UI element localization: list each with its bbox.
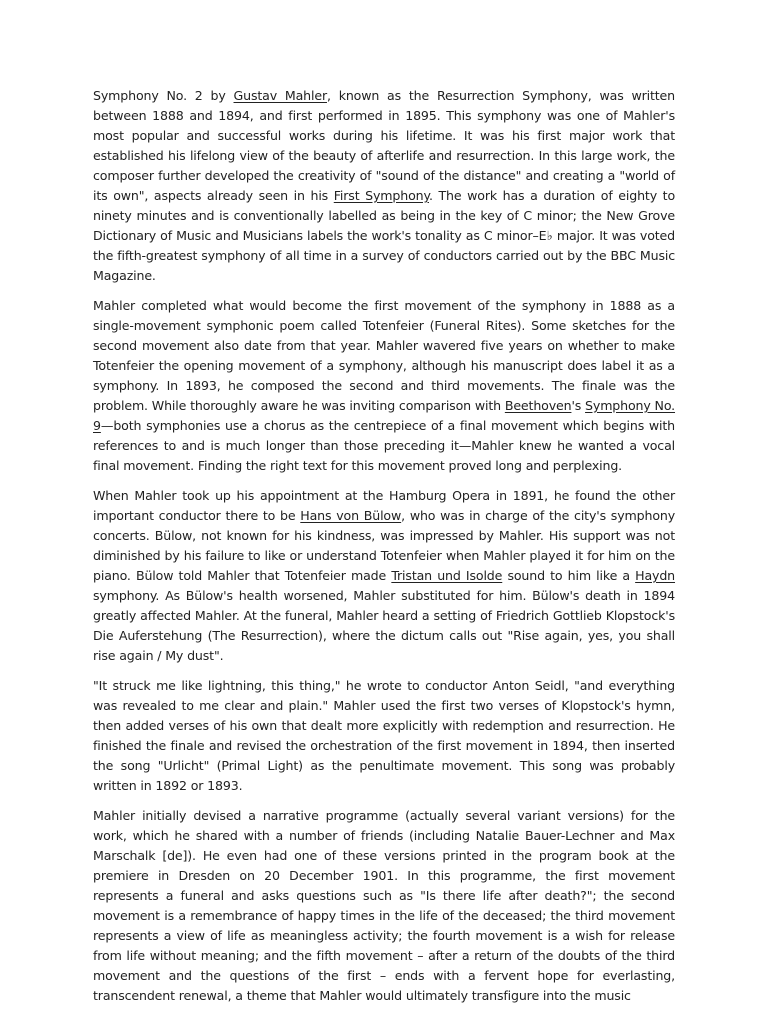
text: . The work has a duration of eighty to ninety minutes and is conventionally labelled as being in the key of C minor; the New Grove Dictionary of Music and Musicians labels the work's tonality as C minor–E♭ major. It was voted the fifth-greatest symphony of all time in a survey of conductors carried out by the BBC Music Magazine. xyxy=(93,188,675,283)
paragraph-lightning: "It struck me like lightning, this thing," he wrote to conductor Anton Seidl, "and everything was revealed to me clear and plain." Mahler used the first two verses of Klopstock's hymn, then added verses of his own that dealt more explicitly with redemption and resurrection. He finished the finale and revised the orchestration of the first movement in 1894, then inserted the song "Urlicht" (Primal Light) as the penultimate movement. This song was probably written in 1892 or 1893. xyxy=(93,678,675,793)
text: 's xyxy=(571,398,586,413)
text: , who was in charge of the city's symphony concerts. Bülow, not known for his kindness, was impressed by Mahler. His support was not diminished by his failure to like or understand Totenfeier when Mahler played it for him on the piano. Bülow told Mahler that Totenfeier made xyxy=(93,508,676,583)
link-tristan-und-isolde[interactable]: Tristan und Isolde xyxy=(391,568,503,583)
link-symphony-no-9[interactable]: Symphony No. 9 xyxy=(93,398,676,433)
text: , known as the Resurrection Symphony, was written between 1888 and 1894, and first performed in 1895. This symphony was one of Mahler's most popular and successful works during his lifetime. It was his first major work that established his lifelong view of the beauty of afterlife and resurrection. In this large work, the composer further developed the creativity of "sound of the distance" and creating a "world of its own", aspects already seen in his xyxy=(93,88,675,203)
text: —both symphonies use a chorus as the centrepiece of a final movement which begins with references to and is much longer than those preceding it—Mahler knew he wanted a vocal final movement. Finding the right text for this movement proved long and perplexing. xyxy=(93,418,675,473)
text: Symphony No. 2 by xyxy=(93,88,234,103)
text: When Mahler took up his appointment at the Hamburg Opera in 1891, he found the other important conductor there to be xyxy=(93,488,675,523)
link-beethoven[interactable]: Beethoven xyxy=(504,398,572,413)
link-hans-von-bulow[interactable]: Hans von Bülow xyxy=(300,508,402,523)
paragraph-intro xyxy=(93,86,675,286)
link-haydn[interactable]: Haydn xyxy=(635,568,676,583)
text: sound to him like a xyxy=(502,568,636,583)
link-first-symphony[interactable]: First Symphony xyxy=(333,188,429,203)
link-gustav-mahler[interactable]: Gustav Mahler xyxy=(233,88,327,103)
paragraph-composition xyxy=(93,296,675,476)
text: symphony. As Bülow's health worsened, Mahler substituted for him. Bülow's death in 1894 greatly affected Mahler. At the funeral, Mahler heard a setting of Friedrich Gottlieb Klopstock's Die Auferstehung (The Resurrection), where the dictum calls out "Rise again, yes, you shall rise again / My dust". xyxy=(93,588,675,663)
text: Mahler completed what would become the first movement of the symphony in 1888 as a single-movement symphonic poem called Totenfeier (Funeral Rites). Some sketches for the second movement also date from that year. Mahler wavered five years on whether to make Totenfeier the opening movement of a symphony, although his manuscript does label it as a symphony. In 1893, he composed the second and third movements. The finale was the problem. While thoroughly aware he was inviting comparison with xyxy=(93,298,675,413)
paragraph-hamburg xyxy=(93,486,675,666)
paragraph-programme: Mahler initially devised a narrative programme (actually several variant versions) for the work, which he shared with a number of friends (including Natalie Bauer-Lechner and Max Marschalk [de]). He even had one of these versions printed in the program book at the premiere in Dresden on 20 December 1901. In this programme, the first movement represents a funeral and asks questions such as "Is there life after death?"; the second movement is a remembrance of happy times in the life of the deceased; the third movement represents a view of life as meaningless activity; the fourth movement is a wish for release from life without meaning; and the fifth movement – after a return of the doubts of the third movement and the questions of the first – ends with a fervent hope for everlasting, transcendent renewal, a theme that Mahler would ultimately transfigure into the music xyxy=(93,808,675,1003)
